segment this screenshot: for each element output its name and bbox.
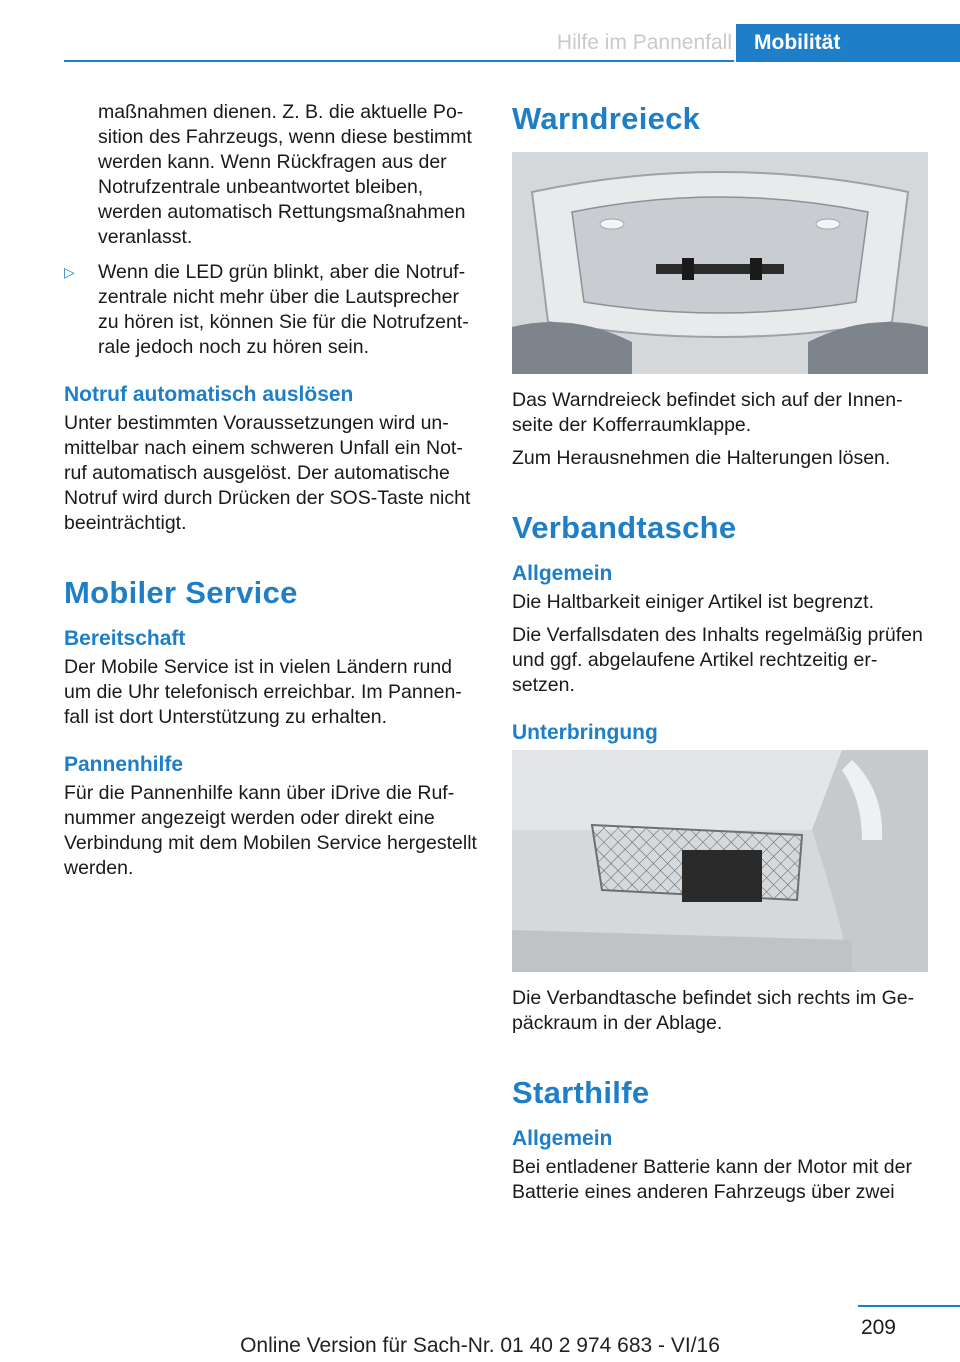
starthilfe-heading: Starthilfe xyxy=(512,1075,650,1110)
warndreieck-heading: Warndreieck xyxy=(512,101,701,136)
header-section-label: Hilfe im Pannenfall xyxy=(556,31,732,54)
mobiler-service-heading: Mobiler Service xyxy=(64,575,298,610)
bereitschaft-paragraph: Der Mobile Service ist in vielen Ländern rund um die Uhr telefonisch erreichbar. Im Pannenfall ist dort Unterstützung zu erhalten. xyxy=(64,656,462,728)
starthilfe-allgemein-heading: Allgemein xyxy=(512,1127,613,1150)
page-number: 209 xyxy=(860,1316,896,1339)
unterbringung-heading: Unterbringung xyxy=(512,721,658,744)
triangle-bullet-icon: ▷ xyxy=(64,264,75,280)
notruf-paragraph: Unter bestimmten Voraussetzungen wird unmittelbar nach einem schweren Unfall ein Notruf automatisch ausgelöst. Der automatische Notruf wird durch Drücken der SOS-Taste nicht beeinträchtigt. xyxy=(64,412,471,534)
online-version-footer: Online Version für Sach-Nr. 01 40 2 974 683 - VI/16 xyxy=(240,1334,720,1357)
pannenhilfe-heading: Pannenhilfe xyxy=(64,753,184,776)
bereitschaft-heading: Bereitschaft xyxy=(64,627,186,650)
cargo-net-illustration xyxy=(512,750,928,972)
cargo-net-figure xyxy=(512,750,928,972)
header-chapter-tab: Mobilität xyxy=(736,24,960,62)
bullet-text: Wenn die LED grün blinkt, aber die Notrufzentrale nicht mehr über die Lautsprecher zu hören ist, können Sie für die Notrufzentrale jedoch noch zu hören sein. xyxy=(98,261,469,358)
warndreieck-paragraph-2: Zum Herausnehmen die Halterungen lösen. xyxy=(512,447,891,469)
page-number-rule xyxy=(858,1305,960,1307)
bullet-item xyxy=(64,260,478,360)
continued-paragraph: maßnahmen dienen. Z. B. die aktuelle Position des Fahrzeugs, wenn diese bestimmt werden kann. Wenn Rückfragen aus der Notrufzentrale unbeantwortet bleiben, werden automatisch Rettungsmaßnahmen veranlasst. xyxy=(98,101,472,248)
pannenhilfe-paragraph: Für die Pannenhilfe kann über iDrive die Rufnummer angezeigt werden oder direkt eine Verbindung mit dem Mobilen Service hergestellt werden. xyxy=(64,782,477,879)
right-column xyxy=(512,100,926,1213)
unterbringung-paragraph: Die Verbandtasche befindet sich rechts im Gepäckraum in der Ablage. xyxy=(512,987,915,1034)
allgemein-paragraph-2: Die Verfallsdaten des Inhalts regelmäßig prüfen und ggf. abgelaufene Artikel rechtzeitig ersetzen. xyxy=(512,624,923,696)
allgemein-heading: Allgemein xyxy=(512,562,613,585)
starthilfe-paragraph: Bei entladener Batterie kann der Motor mit der Batterie eines anderen Fahrzeugs über zwei xyxy=(512,1156,912,1203)
warndreieck-paragraph-1: Das Warndreieck befindet sich auf der Innenseite der Kofferraumklappe. xyxy=(512,389,903,436)
allgemein-paragraph-1: Die Haltbarkeit einiger Artikel ist begrenzt. xyxy=(512,591,874,613)
trunk-lid-figure xyxy=(512,152,928,374)
trunk-lid-illustration xyxy=(512,152,928,374)
notruf-heading: Notruf automatisch auslösen xyxy=(64,383,354,406)
verbandtasche-heading: Verbandtasche xyxy=(512,510,737,545)
left-column xyxy=(64,100,478,889)
